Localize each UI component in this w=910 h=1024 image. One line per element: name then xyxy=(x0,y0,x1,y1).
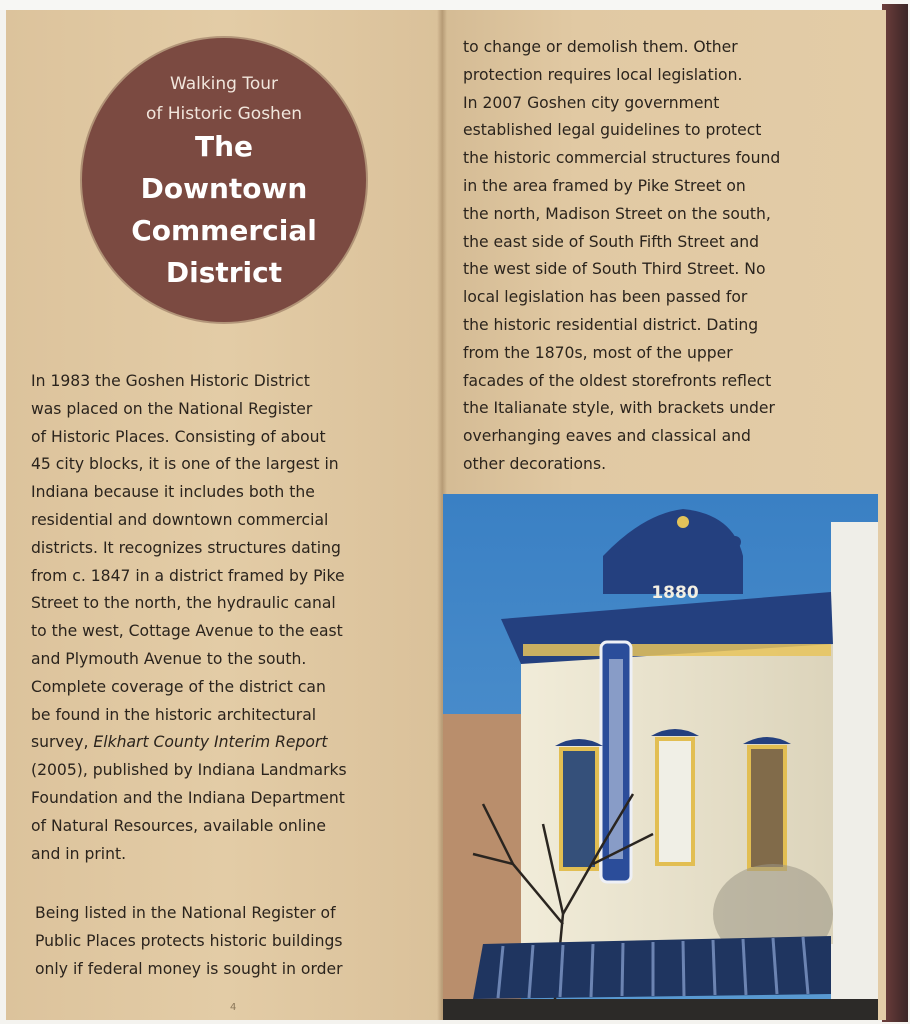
text-line: Being listed in the National Register of xyxy=(35,904,336,922)
left-paragraph-2 xyxy=(35,900,343,983)
text-line: from the 1870s, most of the upper xyxy=(463,343,733,362)
text-line: facades of the oldest storefronts reflect xyxy=(463,371,772,390)
badge-title-line: Downtown xyxy=(140,172,308,205)
finial xyxy=(619,546,631,558)
cornice-trim xyxy=(523,644,831,656)
text-line: was placed on the National Register xyxy=(31,399,313,418)
street-level xyxy=(443,999,878,1020)
text-line: of Historic Places. Consisting of about xyxy=(31,427,326,446)
cornice-year: 1880 xyxy=(651,583,699,603)
finial xyxy=(729,536,741,548)
text-line: Complete coverage of the district can xyxy=(31,677,326,696)
text-line: of Natural Resources, available online xyxy=(31,816,326,835)
badge-subtitle-line1: Walking Tour xyxy=(169,74,279,94)
text-line: the Italianate style, with brackets under xyxy=(463,399,775,418)
survey-lead: survey, xyxy=(31,733,94,752)
building-photo-illustration xyxy=(443,494,878,1020)
text-line: local legislation has been passed for xyxy=(463,288,748,307)
page-number: 4 xyxy=(230,1002,237,1013)
window xyxy=(657,739,693,864)
survey-title: Elkhart County Interim Report xyxy=(93,733,328,752)
text-line: in the area framed by Pike Street on xyxy=(463,176,746,195)
text-line: overhanging eaves and classical and xyxy=(463,427,751,446)
text-line: the west side of South Third Street. No xyxy=(463,260,766,279)
text-line-survey xyxy=(31,729,347,757)
right-paragraph xyxy=(463,34,780,479)
window xyxy=(749,747,785,869)
text-line: the historic residential district. Dating xyxy=(463,315,759,334)
text-line: the historic commercial structures found xyxy=(463,149,781,168)
text-line: to the west, Cottage Avenue to the east xyxy=(31,622,343,641)
text-line: from c. 1847 in a district framed by Pike xyxy=(31,566,345,585)
text-line: Indiana because it includes both the xyxy=(31,483,315,502)
text-line: Foundation and the Indiana Department xyxy=(31,788,345,807)
pediment-ornament xyxy=(677,516,689,528)
text-line: In 1983 the Goshen Historic District xyxy=(31,372,310,390)
building-photo xyxy=(443,494,878,1020)
text-line: the east side of South Fifth Street and xyxy=(463,232,760,251)
badge-title-line: District xyxy=(165,256,283,289)
badge-subtitle-line2: of Historic Goshen xyxy=(145,104,303,124)
text-line: and Plymouth Avenue to the south. xyxy=(31,649,307,668)
badge-title-line: The xyxy=(194,130,254,163)
window xyxy=(561,749,597,869)
text-line: be found in the historic architectural xyxy=(31,705,317,724)
text-line: districts. It recognizes structures dating xyxy=(31,538,341,557)
text-line: to change or demolish them. Other xyxy=(463,38,738,56)
scan-edge xyxy=(0,0,910,10)
neighbor-building xyxy=(831,522,878,1020)
left-paragraph-1 xyxy=(31,368,347,868)
text-line: In 2007 Goshen city government xyxy=(463,93,720,112)
text-line: the north, Madison Street on the south, xyxy=(463,204,771,223)
text-line: established legal guidelines to protect xyxy=(463,121,762,140)
text-line: (2005), published by Indiana Landmarks xyxy=(31,761,347,780)
text-line: residential and downtown commercial xyxy=(31,510,329,529)
text-line: and in print. xyxy=(31,844,127,863)
text-line: protection requires local legislation. xyxy=(463,65,743,84)
text-line: Public Places protects historic buildings xyxy=(35,931,343,950)
text-line: other decorations. xyxy=(463,454,607,473)
text-line: 45 city blocks, it is one of the largest in xyxy=(31,455,339,474)
title-badge xyxy=(82,38,366,322)
badge-title-line: Commercial xyxy=(131,214,317,247)
text-line: only if federal money is sought in order xyxy=(35,959,343,978)
text-line: Street to the north, the hydraulic canal xyxy=(31,594,336,613)
